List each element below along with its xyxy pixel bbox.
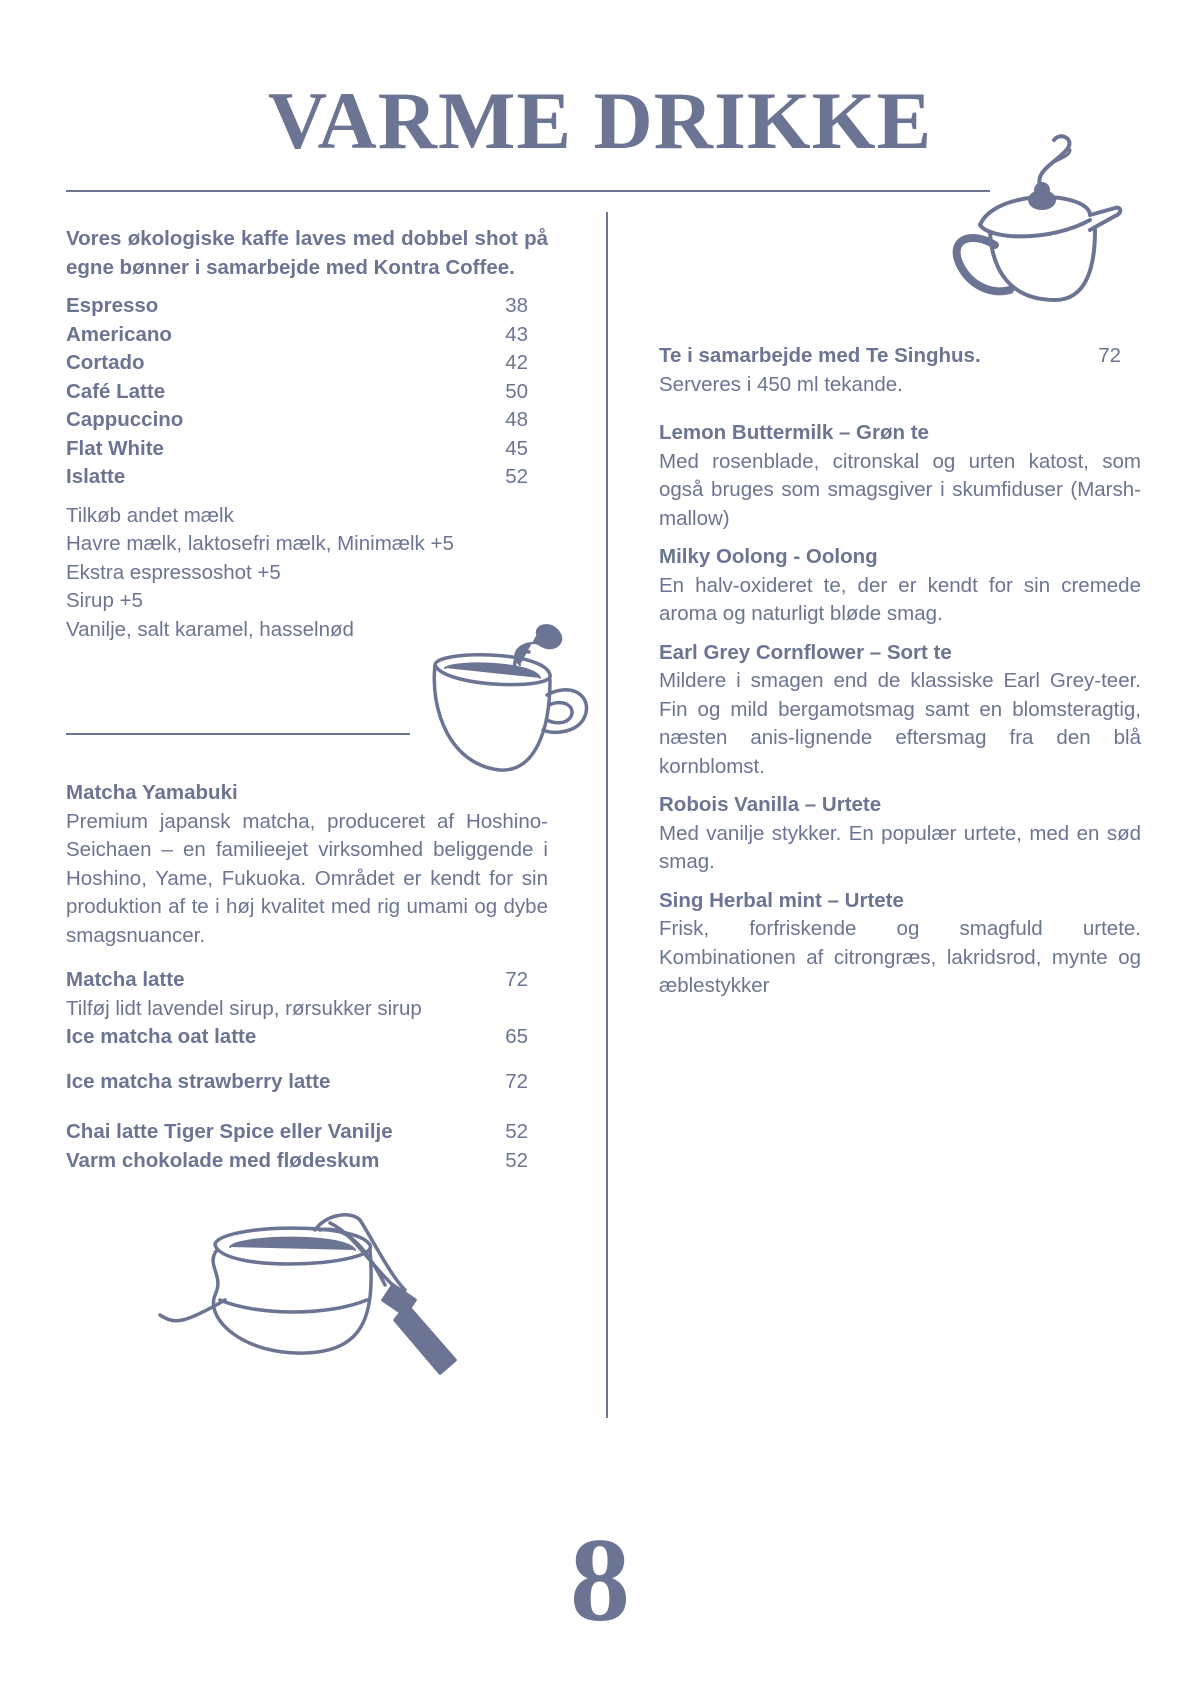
tea-item-earl-grey bbox=[659, 639, 1141, 782]
teapot-illustration bbox=[950, 130, 1150, 330]
menu-item-ice-matcha-oat-latte bbox=[66, 1023, 528, 1052]
menu-item-americano bbox=[66, 321, 528, 350]
item-price: 43 bbox=[505, 322, 528, 346]
item-price: 45 bbox=[505, 436, 528, 460]
tea-item-name: Milky Oolong - Oolong bbox=[659, 545, 878, 568]
menu-item-hot-chocolate bbox=[66, 1147, 528, 1176]
tea-subheading: Serveres i 450 ml tekande. bbox=[659, 372, 903, 396]
tea-price: 72 bbox=[1098, 344, 1121, 367]
menu-item-espresso bbox=[66, 292, 528, 321]
top-divider bbox=[66, 190, 990, 192]
column-divider bbox=[606, 212, 608, 1418]
item-price: 72 bbox=[505, 1069, 528, 1093]
extras-line: Havre mælk, laktosefri mælk, Minimælk +5 bbox=[66, 532, 454, 555]
item-name: Islatte bbox=[66, 465, 126, 488]
extras-line: Ekstra espressoshot +5 bbox=[66, 560, 281, 584]
tea-item-description: Mildere i smagen end de klassiske Earl Grey-teer. Fin og mild bergamotsmag samt en blomsteragtig, næsten anis-lignende eftersmag fra den blå kornblomst. bbox=[659, 669, 1141, 778]
tea-item-milky-oolong bbox=[659, 543, 1141, 629]
tea-item-name: Earl Grey Cornflower – Sort te bbox=[659, 640, 952, 664]
item-name: Flat White bbox=[66, 436, 164, 460]
item-price: 65 bbox=[505, 1025, 528, 1048]
tea-item-name: Robois Vanilla – Urtete bbox=[659, 793, 882, 816]
item-price: 52 bbox=[505, 465, 528, 488]
item-price: 72 bbox=[505, 968, 528, 991]
menu-item-cafe-latte bbox=[66, 378, 528, 407]
item-name: Cappuccino bbox=[66, 408, 184, 431]
extras-line: Vanilje, salt karamel, hasselnød bbox=[66, 617, 354, 641]
item-name: Chai latte Tiger Spice eller Vanilje bbox=[66, 1120, 393, 1143]
tea-item-description: Med vanilje stykker. En populær urtete, med en sød smag. bbox=[659, 821, 1141, 873]
extras-line: Tilkøb andet mælk bbox=[66, 503, 234, 527]
item-name: Varm chokolade med flødeskum bbox=[66, 1148, 380, 1172]
item-name: Americano bbox=[66, 322, 172, 346]
item-name: Ice matcha strawberry latte bbox=[66, 1069, 331, 1093]
menu-item-chai-latte bbox=[66, 1118, 528, 1147]
item-price: 48 bbox=[505, 408, 528, 431]
menu-item-islatte bbox=[66, 463, 528, 492]
matcha-description: Premium japansk matcha, produceret af Hoshino-Seichaen – en familieejet virksomhed beliggende i Hoshino, Yame, Fukuoka. Området er kendt for sin produktion af te i høj kvalitet med rig umami og dybe smagsnuancer. bbox=[66, 809, 548, 947]
coffee-section bbox=[66, 225, 548, 644]
tea-item-sing-herbal-mint bbox=[659, 887, 1141, 1001]
tea-item-description: En halv-oxideret te, der er kendt for sin cremede aroma og naturligt bløde smag. bbox=[659, 573, 1141, 625]
item-name: Espresso bbox=[66, 294, 159, 317]
tea-item-description: Frisk, forfriskende og smagfuld urtete. Kombinationen af citrongræs, lakridsrod, mynte og æblestykker bbox=[659, 917, 1141, 997]
item-price: 38 bbox=[505, 294, 528, 317]
tea-header-row bbox=[659, 342, 1121, 371]
item-note: Tilføj lidt lavendel sirup, rørsukker sirup bbox=[66, 996, 422, 1020]
item-price: 52 bbox=[505, 1148, 528, 1172]
page-title: VARME DRIKKE bbox=[267, 75, 933, 166]
item-name: Matcha latte bbox=[66, 968, 185, 991]
menu-item-cappuccino bbox=[66, 406, 528, 435]
item-price: 50 bbox=[505, 379, 528, 403]
coffee-cup-illustration bbox=[425, 620, 605, 790]
coffee-list bbox=[66, 292, 548, 492]
tea-item-lemon-buttermilk bbox=[659, 419, 1141, 533]
tea-item-robois-vanilla bbox=[659, 791, 1141, 877]
menu-item-cortado bbox=[66, 349, 528, 378]
item-name: Café Latte bbox=[66, 379, 166, 403]
menu-item-matcha-latte bbox=[66, 966, 528, 995]
tea-item-name: Sing Herbal mint – Urtete bbox=[659, 888, 904, 912]
matcha-heading: Matcha Yamabuki bbox=[66, 781, 238, 804]
coffee-intro: Vores økologiske kaffe laves med dobbel shot på egne bønner i samarbejde med Kontra Coffee. bbox=[66, 227, 548, 279]
tea-item-description: Med rosenblade, citronskal og urten katost, som også bruges som smagsgiver i skumfiduser (Marsh-mallow) bbox=[659, 449, 1141, 530]
item-price: 52 bbox=[505, 1120, 528, 1143]
extras-line: Sirup +5 bbox=[66, 589, 143, 612]
menu-item-flat-white bbox=[66, 435, 528, 464]
matcha-bowl-whisk-illustration bbox=[155, 1205, 465, 1385]
menu-item-ice-matcha-strawberry-latte bbox=[66, 1068, 528, 1097]
section-divider bbox=[66, 733, 410, 735]
item-name: Cortado bbox=[66, 351, 145, 374]
item-price: 42 bbox=[505, 351, 528, 374]
tea-heading: Te i samarbejde med Te Singhus. bbox=[659, 344, 981, 367]
item-name: Ice matcha oat latte bbox=[66, 1025, 257, 1048]
tea-item-name: Lemon Buttermilk – Grøn te bbox=[659, 421, 929, 444]
matcha-section bbox=[66, 779, 548, 1175]
tea-section bbox=[659, 342, 1141, 1001]
page-number: 8 bbox=[570, 1513, 630, 1646]
